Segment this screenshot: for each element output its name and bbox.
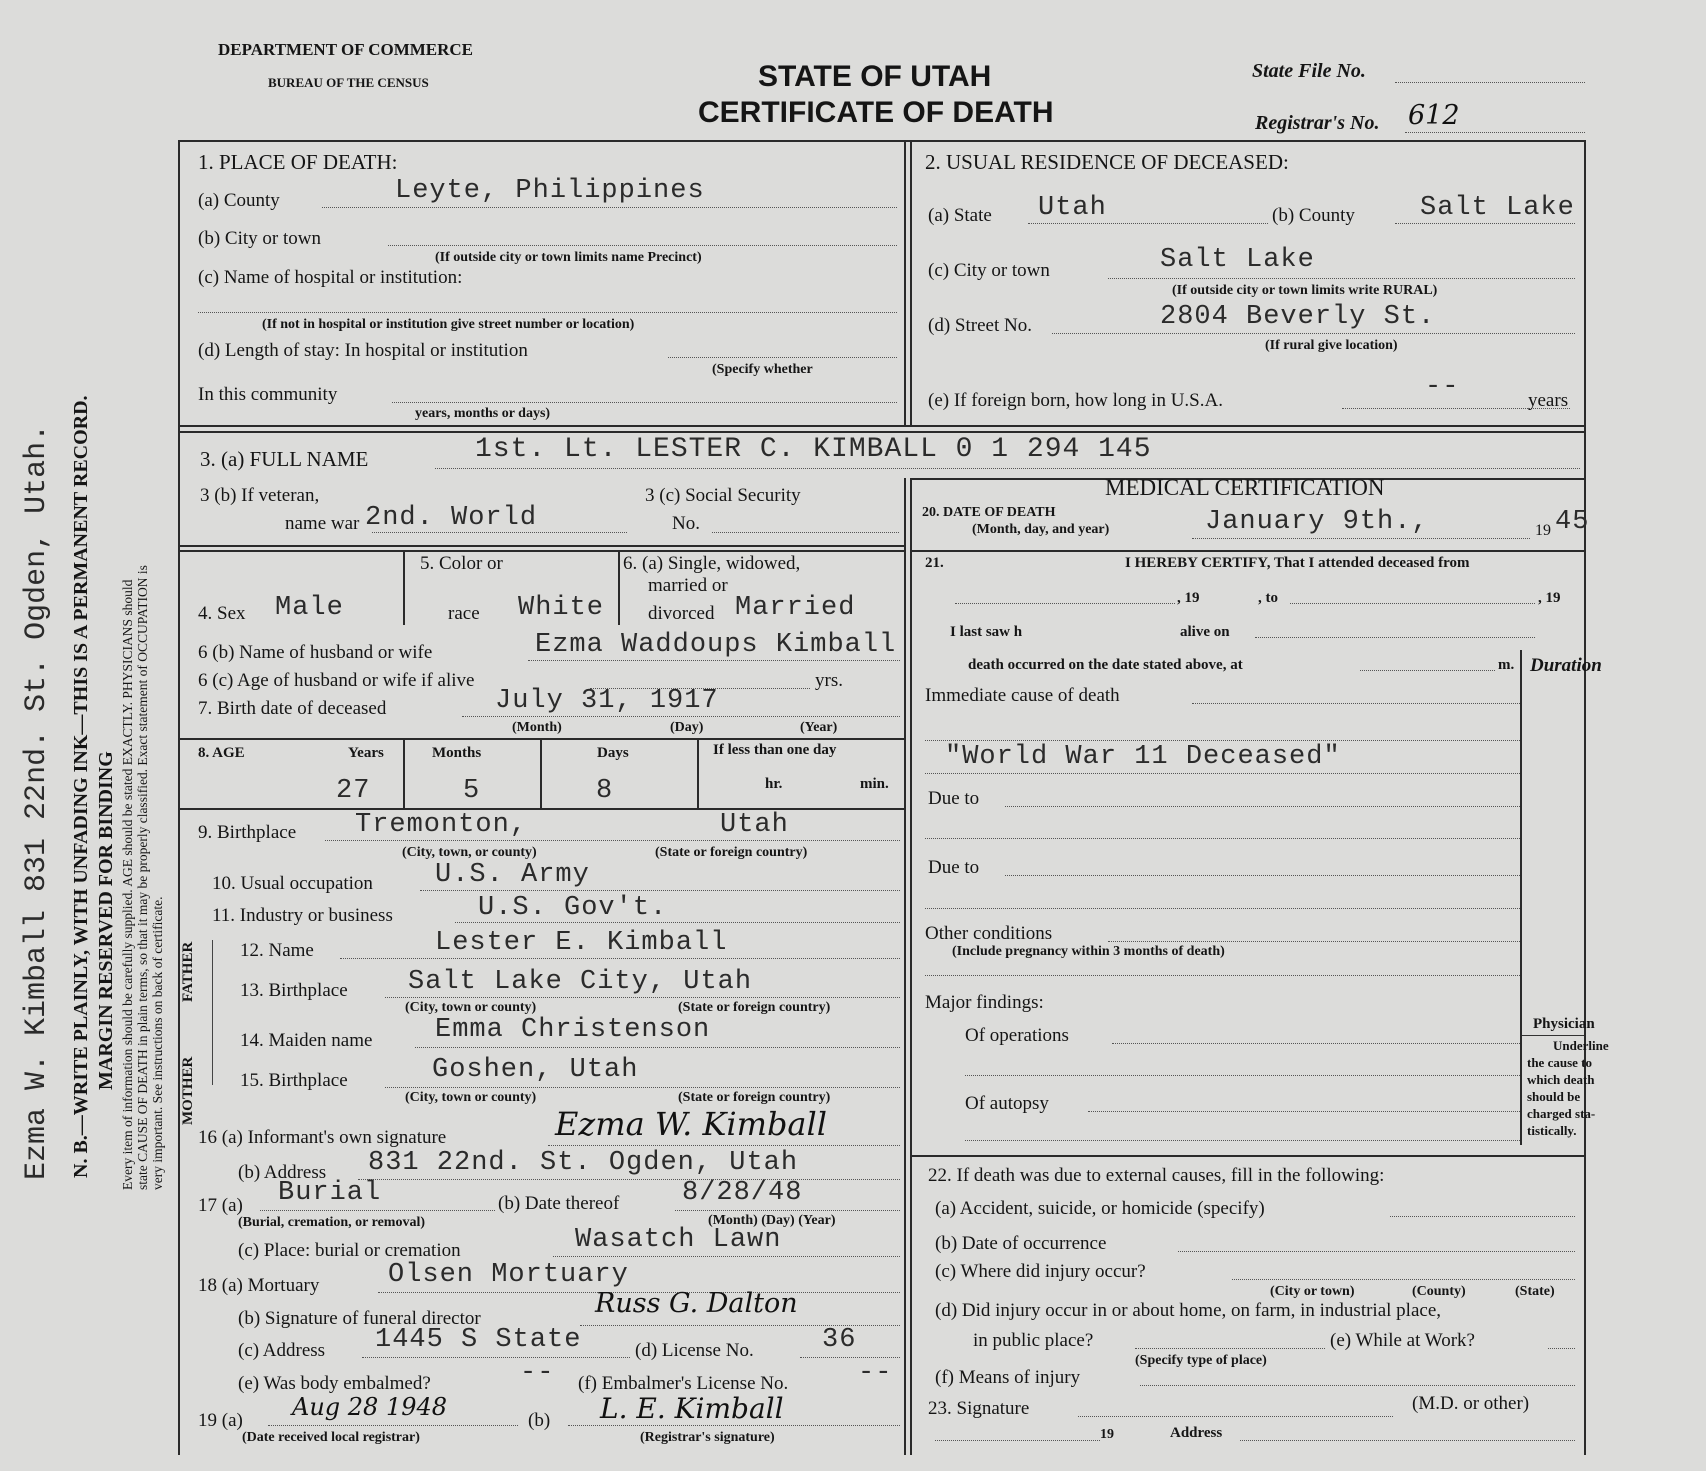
sex-value: Male (275, 593, 344, 623)
industry-value: U.S. Gov't. (478, 893, 668, 923)
birthdate-value: July 31, 1917 (495, 686, 719, 716)
burial-date-label: (b) Date thereof (498, 1193, 620, 1214)
physician-note-1: Underline (1553, 1038, 1609, 1053)
marital-label-1: 6. (a) Single, widowed, (623, 553, 801, 574)
registrar-signature: L. E. Kimball (600, 1392, 784, 1425)
occupation-label: 10. Usual occupation (212, 873, 373, 894)
res-city-value: Salt Lake (1160, 245, 1315, 275)
birthplace-city-value: Tremonton, (355, 810, 528, 840)
father-name-value: Lester E. Kimball (435, 928, 728, 958)
marital-label-3: divorced (648, 603, 715, 624)
signature-23-label: 23. Signature (928, 1398, 1030, 1419)
operations-label: Of operations (965, 1025, 1069, 1046)
registrar-signature-note: (Registrar's signature) (640, 1430, 775, 1445)
dod-label-2: (Month, day, and year) (972, 522, 1110, 537)
res-foreign-suffix: years (1528, 390, 1569, 411)
title-certificate: CERTIFICATE OF DEATH (698, 96, 1054, 129)
burial-value: Burial (278, 1178, 382, 1208)
pod-city-note: (If outside city or town limits name Precinct) (435, 250, 702, 265)
ssn-label-2: No. (672, 513, 700, 534)
veteran-label-2: name war (285, 513, 360, 534)
dept-label: DEPARTMENT OF COMMERCE (218, 40, 474, 59)
res-state-value: Utah (1038, 193, 1107, 223)
dod-year: 45 (1555, 507, 1590, 537)
director-signature: Russ G. Dalton (595, 1288, 798, 1319)
spouse-age-suffix: yrs. (815, 670, 843, 691)
informant-address-label: (b) Address (238, 1162, 327, 1183)
physician-note-3: which death (1527, 1072, 1595, 1087)
received-note: (Date received local registrar) (242, 1430, 420, 1445)
occupation-value: U.S. Army (435, 860, 590, 890)
due-to-1-label: Due to (928, 788, 980, 809)
external-c-note-3: (State) (1515, 1284, 1555, 1299)
physician-note-5: charged sta- (1527, 1106, 1596, 1121)
birthplace-state-value: Utah (720, 810, 789, 840)
res-city-label: (c) City or town (928, 260, 1050, 281)
registrar-signature-label: (b) (528, 1410, 551, 1431)
marital-value: Married (735, 593, 856, 623)
occurred-m-label: m. (1498, 657, 1515, 673)
immediate-cause-value: "World War 11 Deceased" (945, 742, 1341, 772)
margin-instr-line1: Every item of information should be carefully supplied. AGE should be stated EXACTLY. PHYSICIANS should (120, 579, 135, 1190)
age-years-label: Years (348, 745, 384, 761)
margin-instr-line3: very important. See instructions on back of certificate. (150, 896, 165, 1190)
external-c: (c) Where did injury occur? (935, 1261, 1146, 1282)
color-value: White (518, 593, 605, 623)
age-months-label: Months (432, 745, 482, 761)
director-label: (b) Signature of funeral director (238, 1308, 481, 1329)
res-foreign-label: (e) If foreign born, how long in U.S.A. (928, 390, 1223, 411)
embalmed-value: -- (520, 1358, 555, 1388)
father-birthplace-note-1: (City, town or county) (405, 1000, 537, 1015)
res-street-value: 2804 Beverly St. (1160, 302, 1436, 332)
mortuary-address-value: 1445 S State (375, 1325, 582, 1355)
sig-19-label: 19 (1100, 1427, 1114, 1442)
embalmer-value: -- (858, 1358, 893, 1388)
veteran-value: 2nd. World (365, 503, 538, 533)
bureau-label: BUREAU OF THE CENSUS (268, 75, 429, 90)
pod-county-label: (a) County (198, 190, 280, 211)
dod-prefix: 19 (1535, 522, 1551, 539)
mother-birthplace-note-2: (State or foreign country) (678, 1090, 831, 1105)
color-label-2: race (448, 603, 480, 624)
father-birthplace-value: Salt Lake City, Utah (408, 967, 753, 997)
full-name-value: 1st. Lt. LESTER C. KIMBALL 0 1 294 145 (475, 434, 1152, 465)
received-value: Aug 28 1948 (292, 1393, 448, 1421)
spouse-label: 6 (b) Name of husband or wife (198, 642, 433, 663)
md-label: (M.D. or other) (1412, 1393, 1530, 1414)
informant-signature: Ezma W. Kimball (555, 1105, 827, 1143)
external-a: (a) Accident, suicide, or homicide (specify) (935, 1198, 1265, 1219)
occurred-label: death occurred on the date stated above, at (968, 657, 1243, 673)
mother-birthplace-value: Goshen, Utah (432, 1055, 639, 1085)
received-label: 19 (a) (198, 1410, 243, 1431)
major-findings-label: Major findings: (925, 992, 1044, 1013)
burial-place-label: (c) Place: burial or cremation (238, 1240, 461, 1261)
pod-stay-label: (d) Length of stay: In hospital or institution (198, 340, 528, 361)
res-state-label: (a) State (928, 205, 992, 226)
mortuary-value: Olsen Mortuary (388, 1260, 629, 1290)
other-conditions-note: (Include pregnancy within 3 months of death) (952, 944, 1225, 959)
certify-year19: , 19 (1538, 590, 1561, 606)
industry-label: 11. Industry or business (212, 905, 393, 926)
external-heading: 22. If death was due to external causes, fill in the following: (928, 1165, 1385, 1186)
certify-comma19: , 19 (1177, 590, 1200, 606)
father-birthplace-label: 13. Birthplace (240, 980, 348, 1001)
sex-label: 4. Sex (198, 603, 246, 624)
res-foreign-value: -- (1425, 372, 1460, 402)
age-min-label: min. (860, 776, 889, 792)
certify-num: 21. (925, 555, 944, 571)
physician-note-6: tistically. (1527, 1123, 1577, 1138)
license-label: (d) License No. (635, 1340, 754, 1361)
pod-county-value: Leyte, Philippines (395, 176, 705, 206)
burial-date-value: 8/28/48 (682, 1178, 803, 1208)
duration-label: Duration (1530, 655, 1602, 676)
external-d-2: in public place? (973, 1330, 1094, 1351)
physician-note-4: should be (1527, 1089, 1581, 1104)
pod-hospital-label: (c) Name of hospital or institution: (198, 267, 463, 288)
sig-address-label: Address (1170, 1425, 1223, 1441)
age-lessday-label: If less than one day (713, 742, 837, 758)
father-birthplace-note-2: (State or foreign country) (678, 1000, 831, 1015)
age-months-value: 5 (463, 776, 481, 806)
mortuary-label: 18 (a) Mortuary (198, 1275, 320, 1296)
res-county-label: (b) County (1272, 205, 1355, 226)
pod-stay-note: (Specify whether (712, 362, 813, 377)
lastsaw-label: I last saw h (950, 624, 1023, 640)
mortuary-address-label: (c) Address (238, 1340, 326, 1361)
margin-instr-line2: state CAUSE OF DEATH in plain terms, so that it may be properly classified. Exact statement of OCCUPATION is (135, 565, 150, 1190)
side-label-mother: MOTHER (180, 1056, 196, 1125)
margin-nb-line1: N. B.—WRITE PLAINLY, WITH UNFADING INK—THIS IS A PERMANENT RECORD. (70, 395, 92, 1178)
dod-value: January 9th., (1205, 507, 1429, 537)
external-e: (e) While at Work? (1330, 1330, 1475, 1351)
external-b: (b) Date of occurrence (935, 1233, 1107, 1254)
pod-community-note: years, months or days) (415, 406, 551, 421)
birthdate-day-note: (Day) (670, 720, 704, 735)
alive-label: alive on (1180, 624, 1230, 640)
dod-label-1: 20. DATE OF DEATH (922, 505, 1056, 520)
age-hr-label: hr. (765, 776, 783, 792)
birthplace-state-note: (State or foreign country) (655, 845, 808, 860)
age-years-value: 27 (336, 776, 371, 806)
certify-text: I HEREBY CERTIFY, That I attended deceased from (1125, 555, 1470, 571)
birthplace-label: 9. Birthplace (198, 822, 297, 843)
immediate-cause-label: Immediate cause of death (925, 685, 1120, 706)
spouse-age-label: 6 (c) Age of husband or wife if alive (198, 670, 475, 691)
burial-note: (Burial, cremation, or removal) (238, 1215, 426, 1230)
color-label-1: 5. Color or (420, 553, 503, 574)
license-value: 36 (822, 1325, 857, 1355)
pod-city-label: (b) City or town (198, 228, 321, 249)
spouse-value: Ezma Waddoups Kimball (535, 630, 897, 660)
age-days-value: 8 (596, 776, 614, 806)
place-of-death-heading: 1. PLACE OF DEATH: (198, 150, 398, 174)
side-label-father: FATHER (180, 941, 196, 1002)
marital-label-2: married or (648, 575, 728, 596)
title-state: STATE OF UTAH (758, 60, 992, 93)
res-street-label: (d) Street No. (928, 315, 1032, 336)
external-c-note-1: (City or town) (1270, 1284, 1355, 1299)
physician-note-2: the cause to (1527, 1055, 1592, 1070)
external-d-1: (d) Did injury occur in or about home, on farm, in industrial place, (935, 1300, 1442, 1321)
other-conditions-label: Other conditions (925, 923, 1053, 944)
due-to-2-label: Due to (928, 857, 980, 878)
ssn-label-1: 3 (c) Social Security (645, 485, 801, 506)
informant-address-value: 831 22nd. St. Ogden, Utah (368, 1148, 799, 1178)
mother-maiden-value: Emma Christenson (435, 1015, 711, 1045)
medical-heading: MEDICAL CERTIFICATION (1105, 475, 1385, 500)
birthplace-city-note: (City, town, or county) (402, 845, 537, 860)
age-days-label: Days (597, 745, 629, 761)
embalmed-label: (e) Was body embalmed? (238, 1373, 431, 1394)
margin-address: Ezma W. Kimball 831 22nd. St. Ogden, Utah. (20, 423, 54, 1180)
birthdate-month-note: (Month) (512, 720, 562, 735)
res-county-value: Salt Lake (1420, 193, 1575, 223)
state-file-label: State File No. (1252, 60, 1366, 82)
full-name-label: 3. (a) FULL NAME (200, 447, 369, 471)
external-d-note: (Specify type of place) (1135, 1353, 1267, 1368)
burial-label: 17 (a) (198, 1195, 243, 1216)
autopsy-label: Of autopsy (965, 1093, 1049, 1114)
informant-label: 16 (a) Informant's own signature (198, 1127, 447, 1148)
registrar-no-label: Registrar's No. (1255, 112, 1380, 134)
pod-hospital-note: (If not in hospital or institution give street number or location) (262, 317, 635, 332)
res-street-note: (If rural give location) (1265, 338, 1398, 353)
embalmer-label: (f) Embalmer's License No. (578, 1373, 789, 1394)
veteran-label-1: 3 (b) If veteran, (200, 485, 320, 506)
pod-community-label: In this community (198, 384, 338, 405)
external-f: (f) Means of injury (935, 1367, 1081, 1388)
mother-maiden-label: 14. Maiden name (240, 1030, 373, 1051)
burial-date-note: (Month) (Day) (Year) (708, 1213, 836, 1228)
mother-birthplace-note-1: (City, town or county) (405, 1090, 537, 1105)
certify-to: , to (1258, 590, 1278, 606)
res-city-note: (If outside city or town limits write RURAL) (1172, 283, 1438, 298)
birthdate-label: 7. Birth date of deceased (198, 698, 387, 719)
registrar-no-value: 612 (1408, 100, 1460, 131)
physician-heading: Physician (1533, 1016, 1595, 1032)
birthdate-year-note: (Year) (800, 720, 838, 735)
margin-nb-line2: MARGIN RESERVED FOR BINDING (95, 751, 117, 1090)
residence-heading: 2. USUAL RESIDENCE OF DECEASED: (925, 150, 1289, 174)
father-name-label: 12. Name (240, 940, 314, 961)
age-label: 8. AGE (198, 745, 245, 761)
external-c-note-2: (County) (1412, 1284, 1466, 1299)
burial-place-value: Wasatch Lawn (575, 1225, 782, 1255)
mother-birthplace-label: 15. Birthplace (240, 1070, 348, 1091)
